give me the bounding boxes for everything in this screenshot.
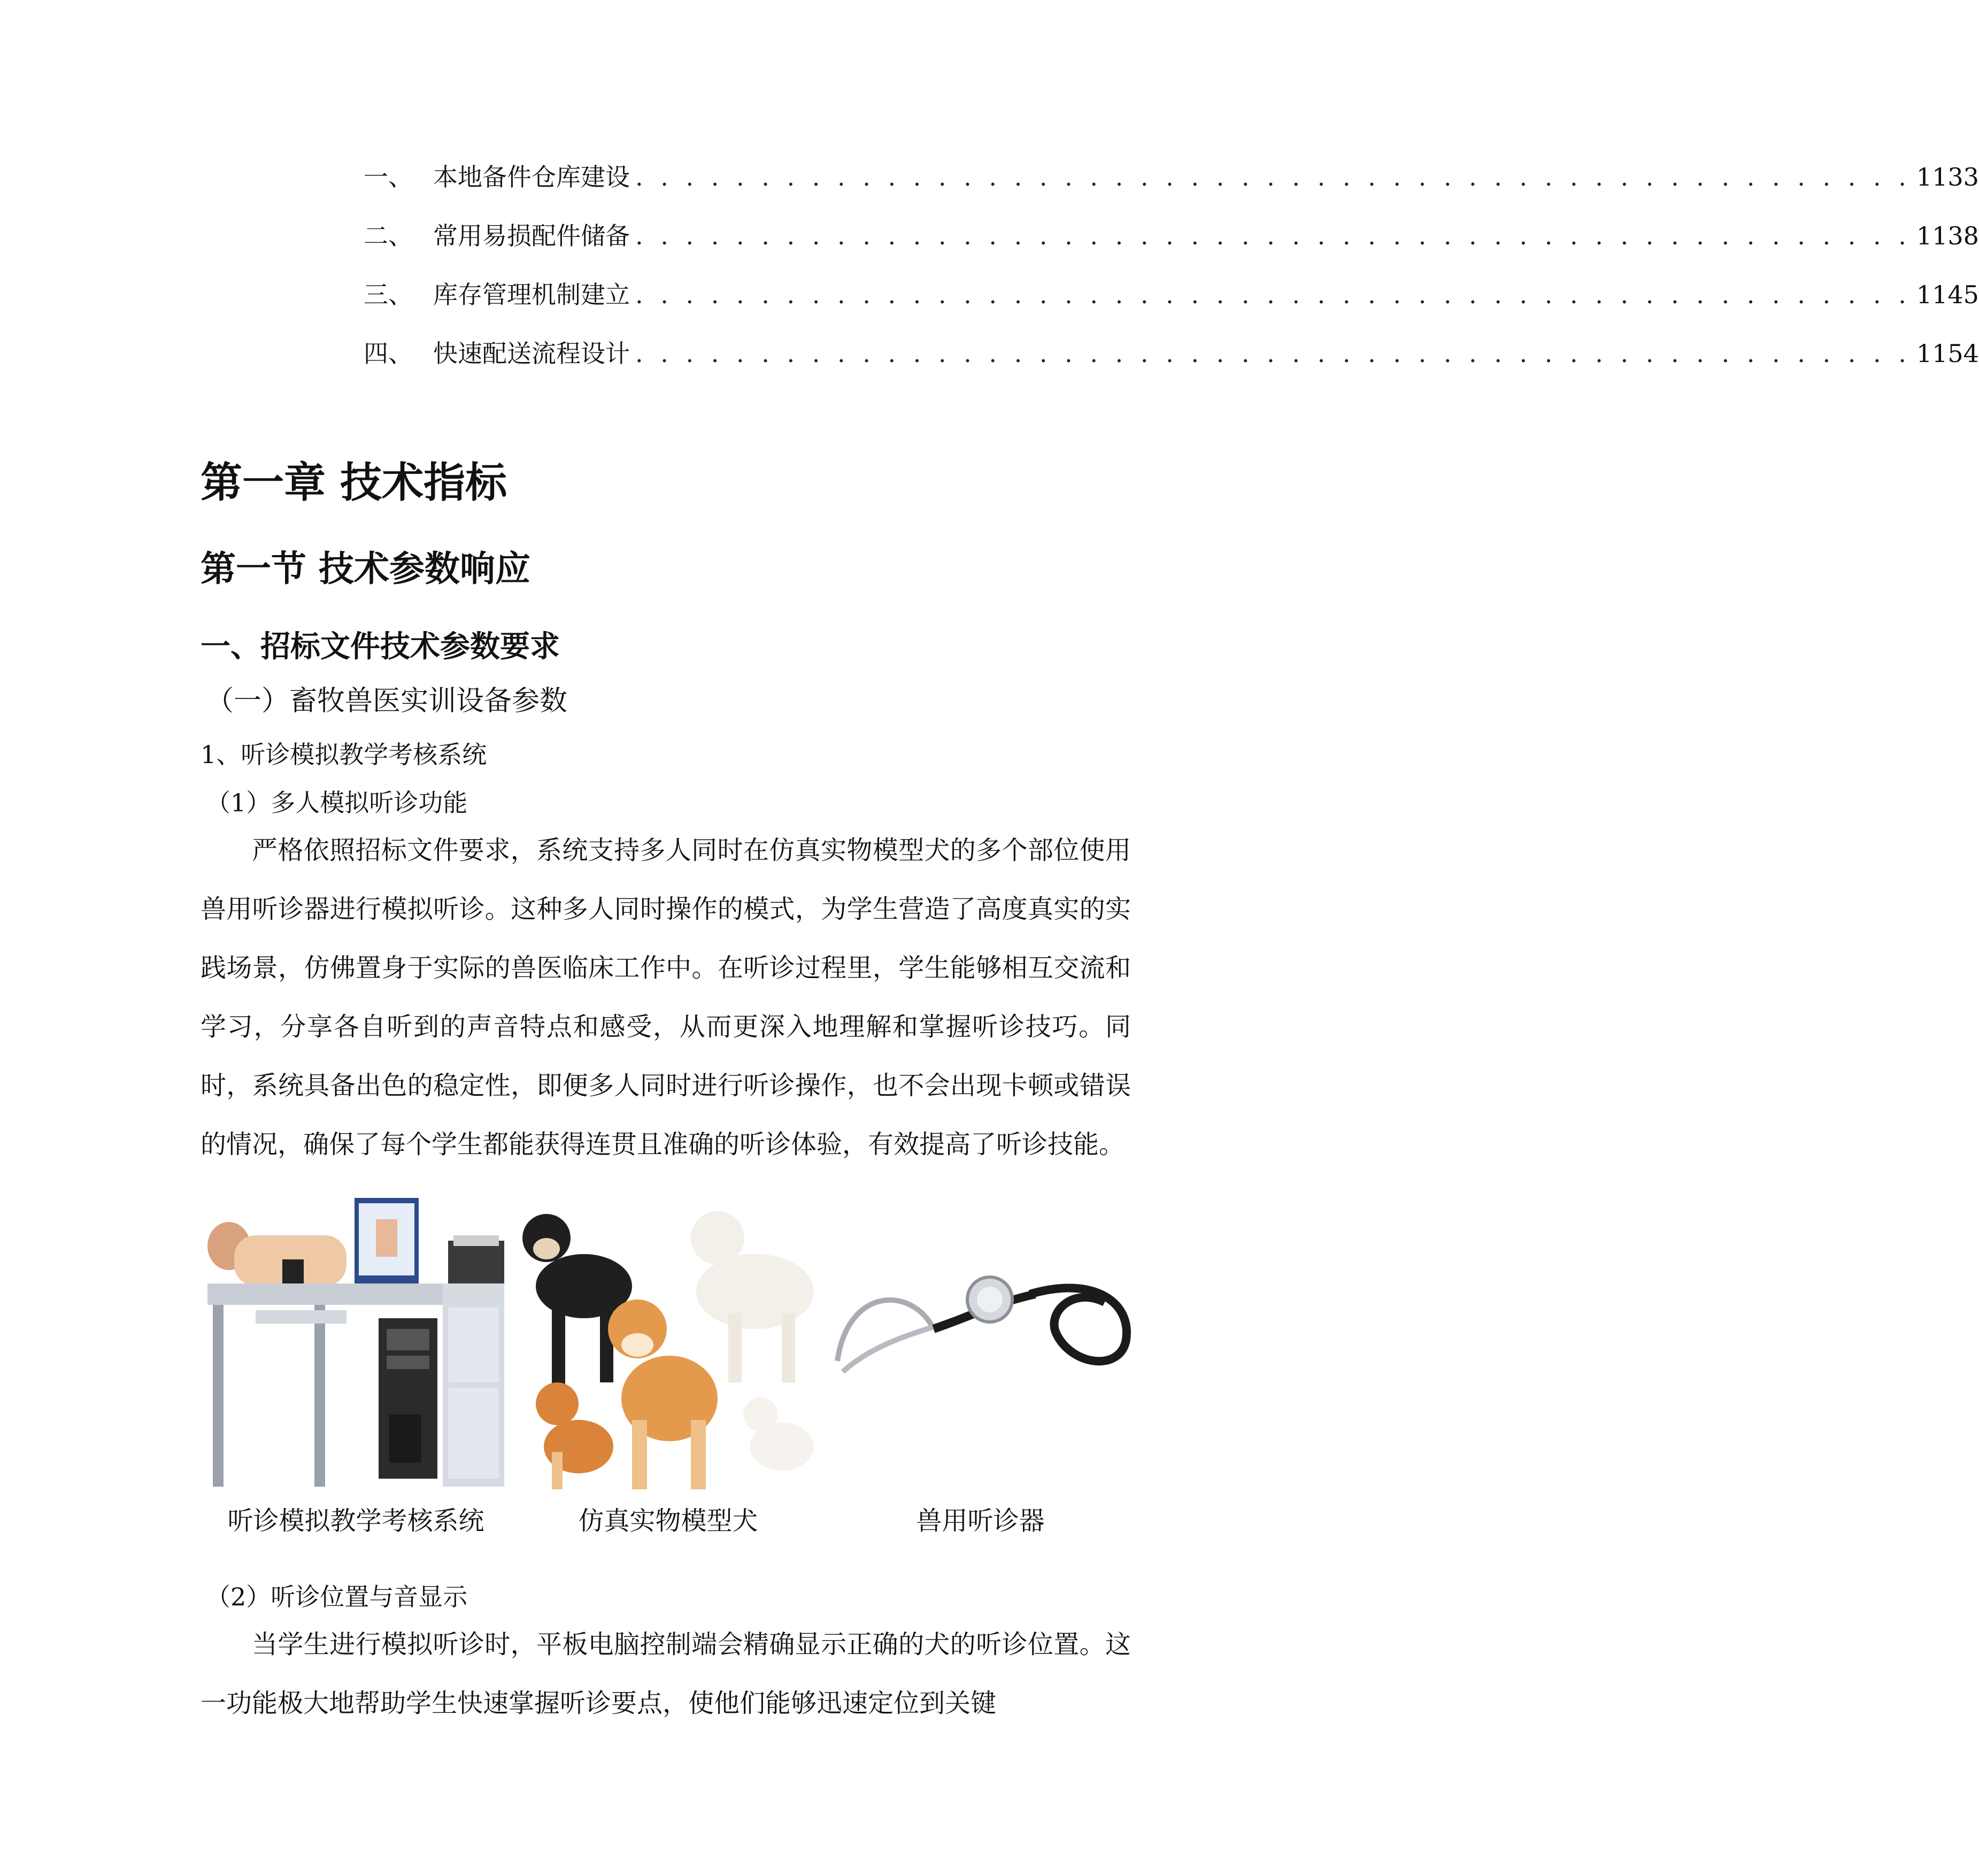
toc-entry[interactable] xyxy=(364,334,1979,377)
toc-leader: . . . . . . . . . . . . . . . . . . . . . . . . . . . . . . . . . . . . . . . . . . . . . . . . . . . xyxy=(635,280,1911,309)
toc-entry[interactable] xyxy=(364,275,1979,318)
body-paragraph: 当学生进行模拟听诊时，平板电脑控制端会精确显示正确的犬的听诊位置。这一功能极大地帮助学生快速掌握听诊要点，使他们能够迅速定位到关键 xyxy=(201,1629,1131,1718)
toc-title: 快速配送流程设计 xyxy=(433,339,630,368)
section-title: 第一节 技术参数响应 xyxy=(201,548,530,589)
toc-leader: . . . . . . . . . . . . . . . . . . . . . . . . . . . . . . . . . . . . . . . . . . . . . . . . . . . xyxy=(635,163,1911,191)
subsection-title: 一、招标文件技术参数要求 xyxy=(201,629,560,664)
feature-title: （1）多人模拟听诊功能 xyxy=(206,788,468,817)
model-dogs-image xyxy=(514,1195,822,1495)
figure-caption: 听诊模拟教学考核系统 xyxy=(227,1506,484,1536)
chapter-title: 第一章 技术指标 xyxy=(201,459,507,507)
auscultation-system-image xyxy=(202,1195,510,1495)
toc-page-number: 1133 xyxy=(1916,163,1979,191)
figure-caption: 兽用听诊器 xyxy=(916,1506,1045,1536)
toc-page-number: 1145 xyxy=(1916,280,1979,309)
toc-leader: . . . . . . . . . . . . . . . . . . . . . . . . . . . . . . . . . . . . . . . . . . . . . . . . . . . xyxy=(635,339,1911,368)
toc-title: 本地备件仓库建设 xyxy=(433,163,630,191)
toc-number: 一、 xyxy=(364,163,413,191)
toc-page-number: 1138 xyxy=(1916,221,1979,250)
item-title: 1、听诊模拟教学考核系统 xyxy=(201,740,487,769)
toc-leader: . . . . . . . . . . . . . . . . . . . . . . . . . . . . . . . . . . . . . . . . . . . . . . . . . . . xyxy=(635,221,1911,250)
feature-title: （2）听诊位置与音显示 xyxy=(206,1582,468,1611)
toc-title: 常用易损配件储备 xyxy=(433,221,630,250)
toc-entry[interactable] xyxy=(364,158,1979,201)
toc-number: 三、 xyxy=(364,280,413,309)
toc-page-number: 1154 xyxy=(1916,339,1979,368)
toc-entry[interactable] xyxy=(364,217,1979,259)
toc-number: 二、 xyxy=(364,221,413,250)
toc-title: 库存管理机制建立 xyxy=(433,280,630,309)
toc-number: 四、 xyxy=(364,339,413,368)
stethoscope-image xyxy=(827,1195,1134,1495)
category-title: （一）畜牧兽医实训设备参数 xyxy=(206,685,568,717)
body-paragraph: 严格依照招标文件要求，系统支持多人同时在仿真实物模型犬的多个部位使用兽用听诊器进行模拟听诊。这种多人同时操作的模式，为学生营造了高度真实的实践场景，仿佛置身于实际的兽医临床工作中。在听诊过程里，学生能够相互交流和学习，分享各自听到的声音特点和感受，从而更深入地理解和掌握听诊技巧。同时，系统具备出色的稳定性，即便多人同时进行听诊操作，也不会出现卡顿或错误的情况，确保了每个学生都能获得连贯且准确的听诊体验，有效提高了听诊技能。 xyxy=(201,835,1131,1159)
figure-caption: 仿真实物模型犬 xyxy=(578,1506,758,1536)
